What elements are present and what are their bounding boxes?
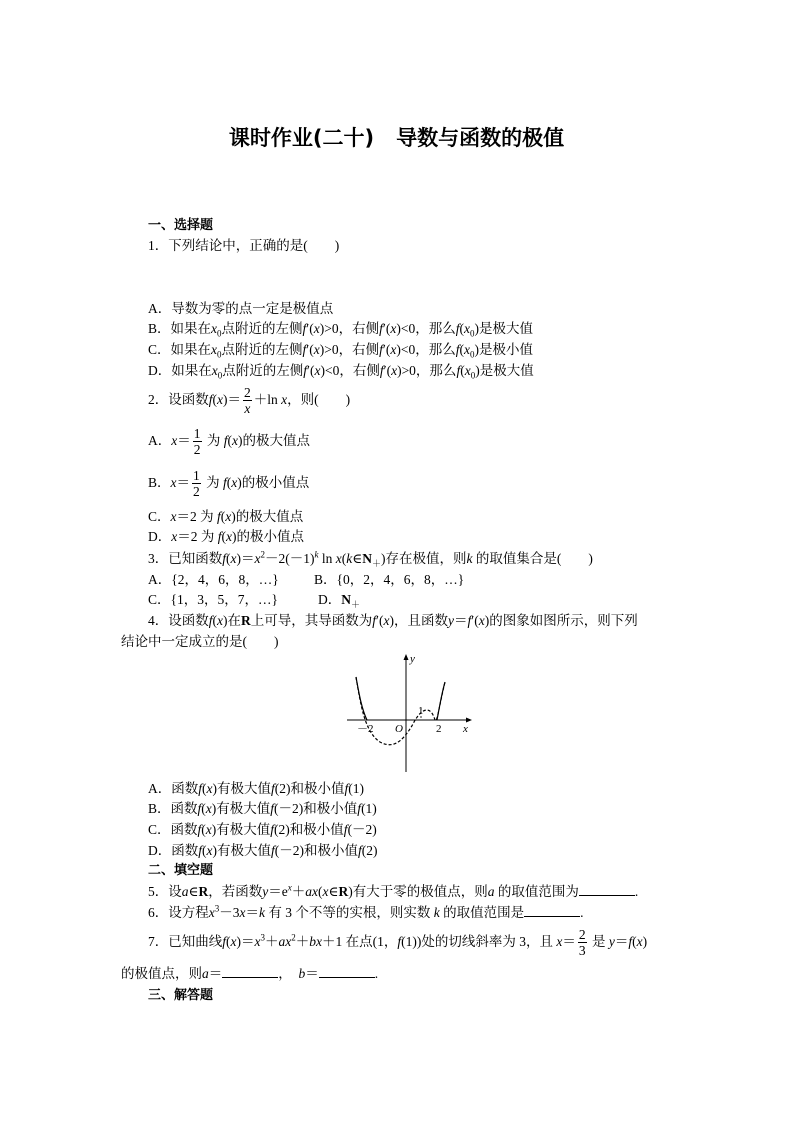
q4-option-b: B．函数f(x)有极大值f(－2)和极小值f(1) — [148, 801, 377, 816]
q4-stem-line2: 结论中一定成立的是( ) — [121, 634, 279, 649]
q2-option-b: B．x＝ $\frac{1}{2}$ 为 f(x)的极小值点 — [148, 468, 310, 500]
q2-option-d: D．x＝2 为 f(x)的极小值点 — [148, 529, 305, 544]
q3-option-d: D．$N_+$ — [318, 592, 361, 610]
y-axis-label: y — [410, 653, 415, 665]
x-axis-arrow — [466, 718, 472, 723]
q6: 6．设方程$x^3-3x=k$ 有 3 个不等的实根，则实数 k 的取值范围是 . — [148, 903, 584, 920]
page-title: 课时作业(二十) 导数与函数的极值 — [228, 126, 565, 150]
derivative-graph — [345, 652, 475, 774]
q3-stem: 3．已知函数$f(x)=x^2-2(-1)^k$ $\ln x(k\in N_+)$存在极值，则k 的取值集合是( ) — [148, 549, 593, 569]
q2-option-a: A．x＝ $\frac{1}{2}$ 为 f(x)的极大值点 — [148, 426, 311, 458]
tick-2-label: 2 — [436, 723, 442, 735]
q5-answer-blank[interactable] — [579, 883, 635, 896]
q7-line1: 7．已知曲线$f(x)=x^3+ax^2+bx+1$ 在点(1，f(1))处的切线斜率为 3，且 x＝ $\frac{2}{3}$ 是 y＝f(x) — [148, 927, 648, 959]
tick-neg2-label: －2 — [357, 723, 374, 735]
q4-option-c: C．函数f(x)有极大值f(2)和极小值f(－2) — [148, 822, 377, 837]
q1-option-c: C．如果在$x_0$点附近的左侧f′(x)>0，右侧f′(x)<0，那么$f(x_0)$是极小值 — [148, 342, 533, 360]
derivative-curve-right — [437, 682, 445, 720]
q5: 5．设a∈R，若函数$y=e^x+ax(x\in R)$有大于零的极值点，则a 的取值范围为 . — [148, 882, 639, 899]
q1-option-a: A．导数为零的点一定是极值点 — [148, 301, 334, 316]
q3-option-c: C．{1，3，5，7，…} — [148, 592, 278, 607]
tick-1-label: 1 — [418, 705, 424, 717]
q7-line2: 的极值点，则a＝ ， b＝ . — [121, 966, 379, 981]
q4-option-d: D．函数f(x)有极大值f(－2)和极小值f(2) — [148, 843, 378, 858]
q2-option-c: C．x＝2 为 f(x)的极大值点 — [148, 509, 304, 524]
section-solve: 三、解答题 — [148, 988, 214, 1003]
q1-stem: 1．下列结论中，正确的是( ) — [148, 238, 340, 253]
section-fill: 二、填空题 — [148, 863, 214, 878]
q6-answer-blank[interactable] — [524, 904, 580, 917]
x-axis-label: x — [463, 723, 468, 735]
q4-option-a: A．函数f(x)有极大值f(2)和极小值f(1) — [148, 781, 365, 796]
q7-a-blank[interactable] — [222, 965, 278, 978]
origin-label: O — [395, 723, 403, 735]
q2-stem: 2．设函数f(x)＝ $\frac{2}{x}$ ＋ln x，则( ) — [148, 385, 351, 417]
q4-stem-line1: 4．设函数f(x)在R上可导，其导函数为f′(x)，且函数y＝f′(x)的图象如图所示，则下列 — [148, 613, 638, 628]
derivative-curve-solid — [356, 677, 367, 720]
q7-b-blank[interactable] — [319, 965, 375, 978]
q1-option-d: D．如果在$x_0$点附近的左侧f′(x)<0，右侧f′(x)>0，那么$f(x_0)$是极大值 — [148, 363, 534, 381]
q3-option-b: B．{0，2，4，6，8，…} — [314, 572, 465, 587]
y-axis-arrow — [404, 654, 409, 660]
q1-option-b: B．如果在$x_0$点附近的左侧f′(x)>0，右侧f′(x)<0，那么$f(x_0)$是极大值 — [148, 321, 533, 339]
q3-option-a: A．{2，4，6，8，…} — [148, 572, 279, 587]
section-choice: 一、选择题 — [148, 218, 214, 233]
